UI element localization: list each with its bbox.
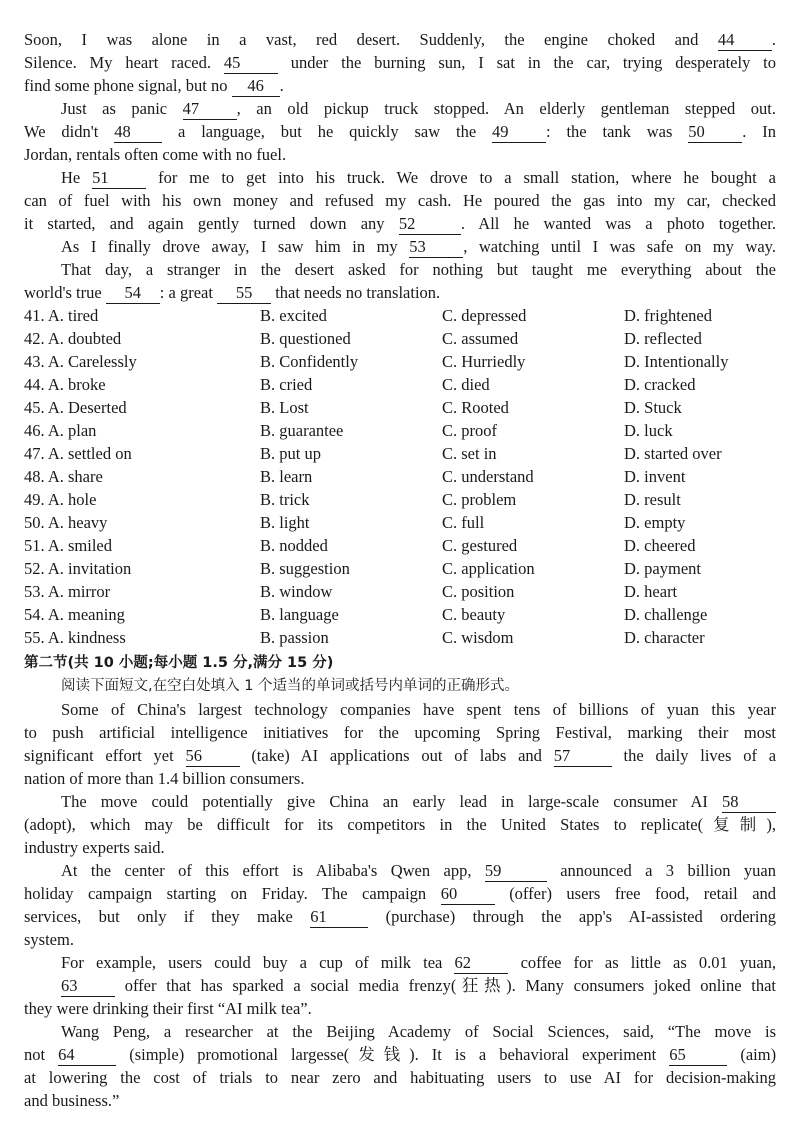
text-segment: At the center of this effort is Alibaba's Qwen app,: [61, 861, 472, 880]
text-segment: significant effort yet: [24, 746, 174, 765]
blank-47[interactable]: 47: [183, 99, 237, 120]
text-segment: (take) AI applications out of labs and: [251, 746, 542, 765]
option-row: [24, 488, 776, 511]
passage1-line: [24, 143, 776, 166]
section-instruction: 阅读下面短文,在空白处填入 1 个适当的单词或括号内单词的正确形式。: [61, 678, 520, 694]
passage2-line: [24, 928, 776, 951]
blank-44[interactable]: 44: [718, 30, 772, 51]
option-a[interactable]: 42. A. doubted: [24, 329, 122, 348]
blank-61[interactable]: 61: [310, 907, 368, 928]
passage2-line: [24, 905, 776, 928]
passage2-line: [24, 813, 776, 836]
option-b[interactable]: B. guarantee: [260, 421, 344, 440]
text-segment: (adopt), which may be difficult for its competitors in the United States to replicate(复制),: [24, 815, 776, 834]
option-a[interactable]: 50. A. heavy: [24, 513, 108, 532]
option-a[interactable]: 46. A. plan: [24, 421, 97, 440]
option-row: [24, 419, 776, 442]
passage1-line: [24, 51, 776, 74]
blank-46[interactable]: 46: [232, 76, 280, 97]
option-c[interactable]: C. Hurriedly: [442, 352, 526, 371]
option-d[interactable]: D. frightened: [624, 306, 712, 325]
blank-45[interactable]: 45: [224, 53, 278, 74]
option-d[interactable]: D. invent: [624, 467, 686, 486]
option-d[interactable]: D. cracked: [624, 375, 696, 394]
option-d[interactable]: D. Intentionally: [624, 352, 729, 371]
option-c[interactable]: C. proof: [442, 421, 497, 440]
text-segment: Some of China's largest technology companies have spent tens of billions of yuan this year: [61, 700, 776, 719]
blank-60[interactable]: 60: [441, 884, 495, 905]
text-segment: the daily lives of a: [623, 746, 777, 765]
option-row: [24, 626, 776, 649]
text-segment: holiday campaign starting on Friday. The campaign: [24, 884, 427, 903]
blank-53[interactable]: 53: [409, 237, 463, 258]
option-a[interactable]: 44. A. broke: [24, 375, 106, 394]
option-row: [24, 350, 776, 373]
text-segment: He: [61, 168, 81, 187]
option-d[interactable]: D. result: [624, 490, 681, 509]
blank-48[interactable]: 48: [114, 122, 162, 143]
passage2-line: [61, 1020, 776, 1043]
option-d[interactable]: D. luck: [624, 421, 673, 440]
text-segment: a language, but he quickly saw the: [178, 122, 477, 141]
option-d[interactable]: D. payment: [624, 559, 701, 578]
blank-49[interactable]: 49: [492, 122, 546, 143]
passage1-line: [61, 258, 776, 281]
option-c[interactable]: C. wisdom: [442, 628, 514, 647]
option-row: [24, 534, 776, 557]
option-b[interactable]: B. nodded: [260, 536, 328, 555]
text-segment: they were drinking their first “AI milk tea”.: [24, 999, 312, 1018]
option-c[interactable]: C. understand: [442, 467, 534, 486]
text-segment: for me to get into his truck. We drove to a small station, where he bought a: [158, 168, 776, 187]
passage1-line: [24, 212, 776, 235]
text-segment: For example, users could buy a cup of milk tea: [61, 953, 443, 972]
blank-54[interactable]: 54: [106, 283, 160, 304]
text-segment: industry experts said.: [24, 838, 165, 857]
option-d[interactable]: D. empty: [624, 513, 686, 532]
blank-65[interactable]: 65: [669, 1045, 727, 1066]
text-segment: , an old pickup truck stopped. An elderly gentleman stepped out.: [236, 99, 777, 118]
blank-59[interactable]: 59: [485, 861, 547, 882]
text-segment: (aim): [740, 1045, 777, 1064]
option-row: [24, 557, 776, 580]
option-row: [24, 304, 776, 327]
text-segment: Silence. My heart raced.: [24, 53, 211, 72]
option-row: [24, 511, 776, 534]
option-b[interactable]: B. trick: [260, 490, 310, 509]
blank-62[interactable]: 62: [454, 953, 508, 974]
text-segment: world's true: [24, 283, 102, 302]
option-c[interactable]: C. set in: [442, 444, 497, 463]
option-a[interactable]: 51. A. smiled: [24, 536, 113, 555]
text-segment: , watching until I was safe on my way.: [463, 237, 776, 256]
option-a[interactable]: 41. A. tired: [24, 306, 99, 325]
option-row: [24, 580, 776, 603]
passage2-line: [61, 859, 776, 882]
option-c[interactable]: C. position: [442, 582, 515, 601]
option-a[interactable]: 55. A. kindness: [24, 628, 126, 647]
option-b[interactable]: B. passion: [260, 628, 329, 647]
option-a[interactable]: 52. A. invitation: [24, 559, 132, 578]
option-d[interactable]: D. challenge: [624, 605, 708, 624]
text-segment: : the tank was: [546, 122, 673, 141]
option-b[interactable]: B. light: [260, 513, 310, 532]
blank-55[interactable]: 55: [217, 283, 271, 304]
blank-63[interactable]: 63: [61, 976, 115, 997]
passage2-line: [24, 721, 776, 744]
option-b[interactable]: B. suggestion: [260, 559, 350, 578]
text-segment: The move could potentially give China an early lead in large-scale consumer AI: [61, 792, 708, 811]
option-a[interactable]: 48. A. share: [24, 467, 103, 486]
text-segment: nation of more than 1.4 billion consumers.: [24, 769, 305, 788]
blank-50[interactable]: 50: [688, 122, 742, 143]
text-segment: : a great: [159, 283, 213, 302]
text-segment: . In: [742, 122, 777, 141]
option-c[interactable]: C. gestured: [442, 536, 518, 555]
text-segment: to push artificial intelligence initiatives for the upcoming Spring Festival, marking their most: [24, 723, 776, 742]
blank-56[interactable]: 56: [186, 746, 240, 767]
option-b[interactable]: B. put up: [260, 444, 321, 463]
option-a[interactable]: 54. A. meaning: [24, 605, 125, 624]
text-segment: coffee for as little as 0.01 yuan,: [520, 953, 777, 972]
text-segment: under the burning sun, I sat in the car, trying desperately to: [290, 53, 777, 72]
text-segment: .: [771, 30, 777, 49]
option-row: [24, 396, 776, 419]
option-row: [24, 603, 776, 626]
passage2-line: [61, 698, 776, 721]
passage1-line: [61, 166, 776, 189]
text-segment: at lowering the cost of trials to near zero and habituating users to use AI for decision-making: [24, 1068, 776, 1087]
text-segment: it started, and again gently turned down any: [24, 214, 385, 233]
passage2-line: [24, 882, 776, 905]
passage2-line: [24, 836, 776, 859]
option-row: [24, 465, 776, 488]
option-c[interactable]: C. assumed: [442, 329, 519, 348]
option-d[interactable]: D. Stuck: [624, 398, 682, 417]
text-segment: Soon, I was alone in a vast, red desert. Suddenly, the engine choked and: [24, 30, 699, 49]
passage2-line: [24, 997, 776, 1020]
text-segment: offer that has sparked a social media frenzy(狂热). Many consumers joked online that: [124, 976, 776, 995]
text-segment: We didn't: [24, 122, 99, 141]
option-b[interactable]: B. questioned: [260, 329, 351, 348]
passage1-line: [61, 97, 776, 120]
text-segment: Wang Peng, a researcher at the Beijing Academy of Social Sciences, said, “The move is: [61, 1022, 776, 1041]
text-segment: (simple) promotional largesse(发钱). It is a behavioral experiment: [129, 1045, 657, 1064]
passage2-line: [24, 744, 776, 767]
option-d[interactable]: D. heart: [624, 582, 678, 601]
passage2-line: [61, 974, 776, 997]
option-c[interactable]: C. Rooted: [442, 398, 509, 417]
option-c[interactable]: C. full: [442, 513, 485, 532]
passage1-line: [24, 189, 776, 212]
text-segment: system.: [24, 930, 74, 949]
option-c[interactable]: C. application: [442, 559, 535, 578]
section-heading: 第二节(共 10 小题;每小题 1.5 分,满分 15 分): [24, 655, 334, 671]
text-segment: .: [279, 76, 284, 95]
option-row: [24, 373, 776, 396]
passage1-line: [61, 235, 776, 258]
option-a[interactable]: 49. A. hole: [24, 490, 97, 509]
option-b[interactable]: B. language: [260, 605, 339, 624]
text-segment: Jordan, rentals often come with no fuel.: [24, 145, 287, 164]
blank-51[interactable]: 51: [92, 168, 146, 189]
passage1-line: [24, 120, 776, 143]
option-b[interactable]: B. window: [260, 582, 333, 601]
blank-58[interactable]: 58: [722, 792, 776, 813]
option-c[interactable]: C. beauty: [442, 605, 506, 624]
text-segment: and business.”: [24, 1091, 120, 1110]
passage2-line: [24, 1066, 776, 1089]
blank-52[interactable]: 52: [399, 214, 461, 235]
option-d[interactable]: D. reflected: [624, 329, 702, 348]
text-segment: services, but only if they make: [24, 907, 293, 926]
option-row: [24, 442, 776, 465]
option-c[interactable]: C. died: [442, 375, 490, 394]
option-a[interactable]: 53. A. mirror: [24, 582, 111, 601]
passage1-line: [24, 28, 776, 51]
text-segment: (purchase) through the app's AI-assisted ordering: [385, 907, 777, 926]
passage2-line: [61, 790, 776, 813]
option-d[interactable]: D. character: [624, 628, 705, 647]
option-b[interactable]: B. Confidently: [260, 352, 359, 371]
text-segment: As I finally drove away, I saw him in my: [61, 237, 398, 256]
text-segment: announced a 3 billion yuan: [560, 861, 776, 880]
text-segment: (offer) users free food, retail and: [509, 884, 777, 903]
option-a[interactable]: 43. A. Carelessly: [24, 352, 137, 371]
option-d[interactable]: D. cheered: [624, 536, 696, 555]
text-segment: find some phone signal, but no: [24, 76, 228, 95]
option-b[interactable]: B. excited: [260, 306, 327, 325]
text-segment: That day, a stranger in the desert asked for nothing but taught me everything about the: [61, 260, 776, 279]
text-segment: not: [24, 1045, 46, 1064]
passage2-line: [24, 1043, 776, 1066]
blank-64[interactable]: 64: [58, 1045, 116, 1066]
option-b[interactable]: B. learn: [260, 467, 313, 486]
option-a[interactable]: 47. A. settled on: [24, 444, 132, 463]
passage1-line: [24, 74, 776, 97]
passage2-line: [24, 1089, 776, 1112]
text-segment: . All he wanted was a photo together.: [460, 214, 776, 233]
option-c[interactable]: C. problem: [442, 490, 517, 509]
text-segment: Just as panic: [61, 99, 168, 118]
option-a[interactable]: 45. A. Deserted: [24, 398, 127, 417]
text-segment: that needs no translation.: [275, 283, 441, 302]
passage2-line: [61, 951, 776, 974]
blank-57[interactable]: 57: [554, 746, 612, 767]
passage1-line: [24, 281, 776, 304]
option-b[interactable]: B. Lost: [260, 398, 309, 417]
option-c[interactable]: C. depressed: [442, 306, 527, 325]
option-d[interactable]: D. started over: [624, 444, 722, 463]
option-row: [24, 327, 776, 350]
option-b[interactable]: B. cried: [260, 375, 313, 394]
passage2-line: [24, 767, 776, 790]
text-segment: can of fuel with his own money and refused my cash. He poured the gas into my car, checked: [24, 191, 776, 210]
